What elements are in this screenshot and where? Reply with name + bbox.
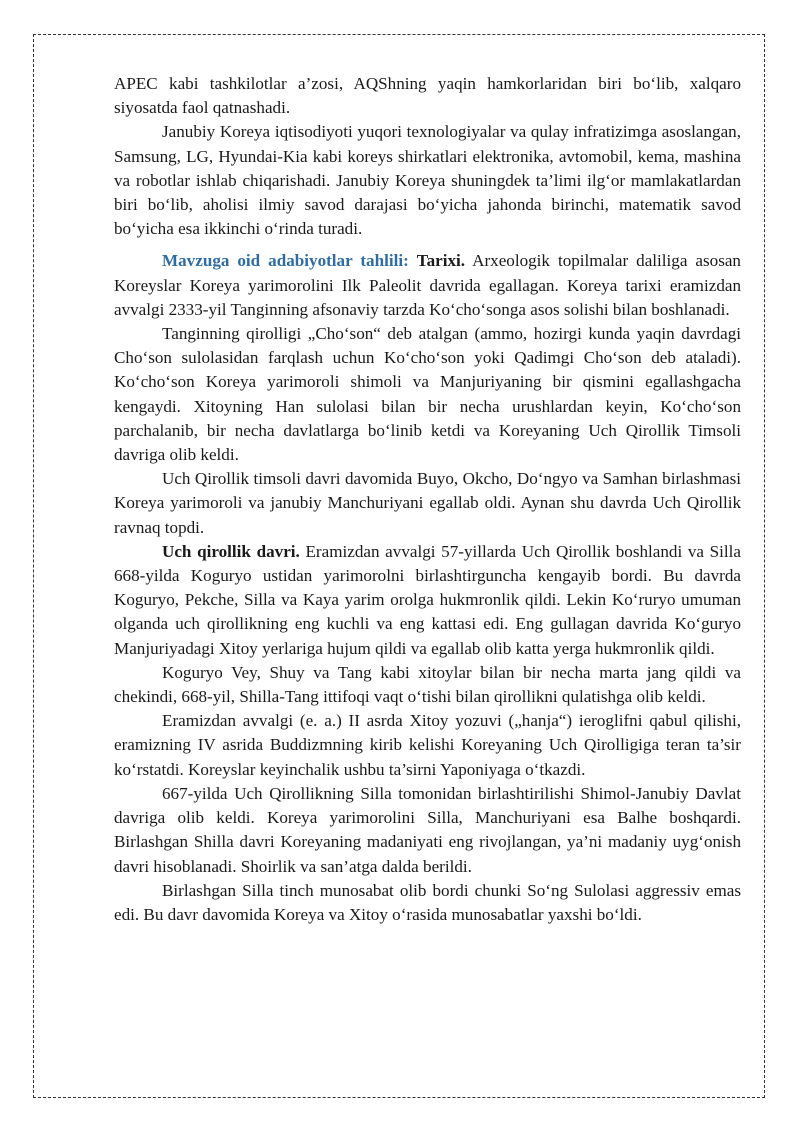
document-body xyxy=(114,72,741,927)
subsection-heading-three-kingdoms: Uch qirollik davri. xyxy=(162,541,300,561)
paragraph-literature-review xyxy=(114,249,741,322)
paragraph-hanja-buddhism xyxy=(114,709,741,782)
paragraph-text: Uch Qirollik timsoli davri davomida Buyo, Okcho, Do‘ngyo va Samhan birlashmasi Koreya yarimoroli va janubiy Manchuriyani egallab oldi. Aynan shu davrda Uch Qirollik ravnaq topdi. xyxy=(114,469,741,537)
subsection-heading-history: Tarixi. xyxy=(416,251,466,271)
paragraph-unified-silla xyxy=(114,879,741,927)
paragraph-text: Eramizdan avvalgi (e. a.) II asrda Xitoy yozuvi („hanja“) ieroglifni qabul qilishi, eramizning IV asrida Buddizmning kirib kelishi Koreyaning Uch Qirolligiga teran ta’sir ko‘rstatdi. Koreyslar keyinchalik ushbu ta’sirni Yaponiyaga o‘tkazdi. xyxy=(114,711,741,779)
paragraph-text: APEC kabi tashkilotlar a’zosi, AQShning yaqin hamkorlaridan biri bo‘lib, xalqaro siyosatda faol qatnashadi. xyxy=(114,74,741,118)
paragraph-three-kingdoms-symbol xyxy=(114,467,741,540)
paragraph-text: Janubiy Koreya iqtisodiyoti yuqori texnologiyalar va qulay infratizimga asoslangan, Samsung, LG, Hyundai-Kia kabi koreys shirkatlari elektronika, avtomobil, kema, mashina va robotlar ishlab chiqarishadi. Janubiy Koreya shuningdek ta’limi ilg‘or mamlakatlardan biri bo‘lib, aholisi ilmiy savod darajasi bo‘yicha jahonda birinchi, matematik savod bo‘yicha esa ikkinchi o‘rinda turadi. xyxy=(114,122,741,239)
paragraph-text: Eramizdan avvalgi 57-yillarda Uch Qirollik boshlandi va Silla 668-yilda Koguryo ustidan yarimorolni birlashtirguncha kengayib bordi. Bu davrda Koguryo, Pekche, Silla va Kaya yarim orolga hukmronlik qildi. Lekin Ko‘ruryo umuman olganda uch qirollikning eng kuchli va eng kattasi edi. Eng gullagan davrida Ko‘guryo Manjuriyadagi Xitoy yerlariga hujum qildi va egallab olib katta yerga hukmronlik qildi. xyxy=(114,541,742,658)
paragraph-text: Koguryo Vey, Shuy va Tang kabi xitoylar bilan bir necha marta jang qildi va chekindi, 668-yil, Shilla-Tang ittifoqi vaqt o‘tishi bilan qirollikni qulatishga olib keldi. xyxy=(114,662,741,707)
paragraph-text: Tanginning qirolligi „Cho‘son“ deb atalgan (ammo, hozirgi kunda yaqin davrdagi Cho‘son sulolasidan farqlash uchun Ko‘cho‘son yoki Qadimgi Cho‘son deb ataladi). Ko‘cho‘son Koreya yarimoroli shimoli va Manjuriyaning bir qismini egallashgacha kengaydi. Xitoyning Han sulolasi bilan bir necha urushlardan keyin, Ko‘cho‘son parchalanib, bir necha davlatlarga bo‘linib ketdi va Koreyaning Uch Qirollik Timsoli davriga olib keldi. xyxy=(114,324,741,465)
paragraph-unification xyxy=(114,782,741,879)
paragraph-koguryo-wars xyxy=(114,661,741,709)
paragraph-choson xyxy=(114,322,741,467)
paragraph-three-kingdoms-period xyxy=(114,540,741,661)
paragraph-economy xyxy=(114,120,741,241)
paragraph-text: Birlashgan Silla tinch munosabat olib bordi chunki So‘ng Sulolasi aggressiv emas edi. Bu davr davomida Koreya va Xitoy o‘rasida munosabatlar yaxshi bo‘ldi. xyxy=(114,880,741,924)
paragraph-apec-intro xyxy=(114,72,741,120)
paragraph-text: 667-yilda Uch Qirollikning Silla tomonidan birlashtirilishi Shimol-Janubiy Davlat davriga olib keldi. Koreya yarimorolini Silla, Manchuriyani esa Balhe boshqardi. Birlashgan Shilla davri Koreyaning madaniyati eng rivojlangan, ya’ni madaniy uyg‘onish davri hisoblanadi. Shoirlik va san’atga dalda berildi. xyxy=(114,783,741,876)
paragraph-text: Arxeologik topilmalar daliliga asosan Koreyslar Koreya yarimorolini Ilk Paleolit davrida egallagan. Koreya tarixi eramizdan avvalgi 2333-yil Tanginning afsonaviy tarzda Ko‘cho‘songa asos solishi bilan boshlanadi. xyxy=(114,251,741,319)
section-heading: Mavzuga oid adabiyotlar tahlili: xyxy=(162,251,409,271)
